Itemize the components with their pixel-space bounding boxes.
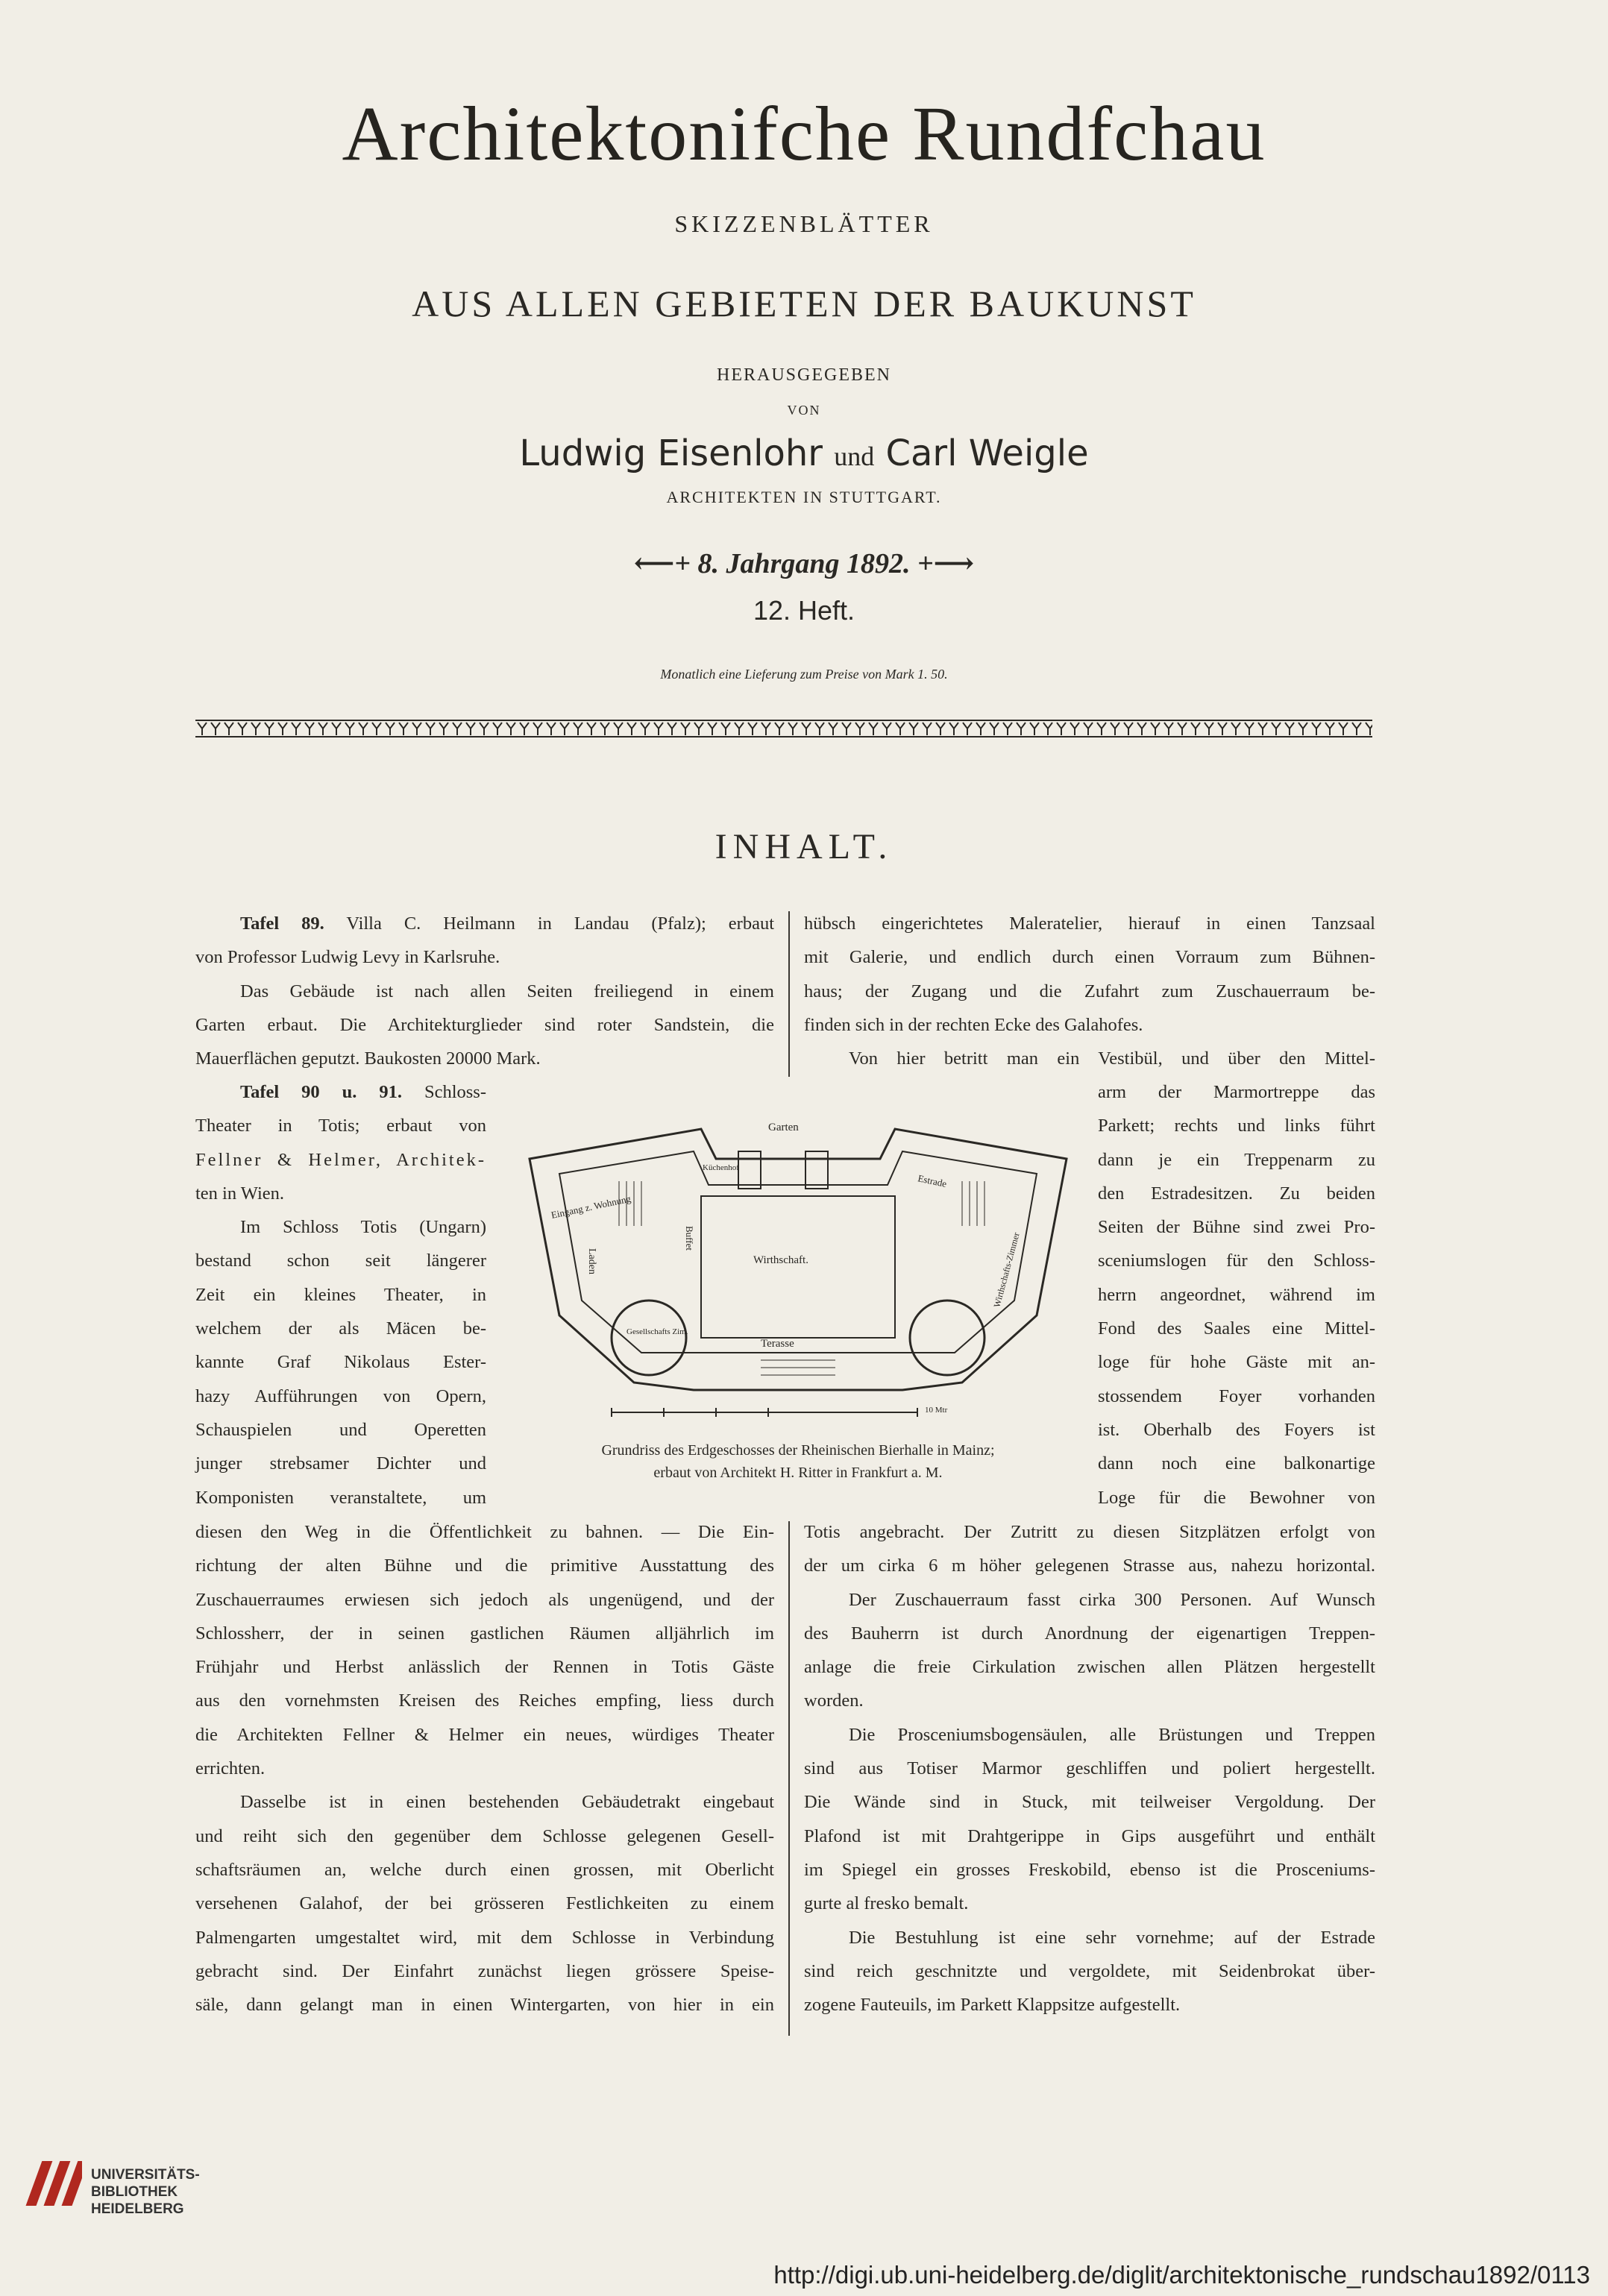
plan-label-terasse: Terasse: [761, 1338, 794, 1350]
text-line: Zeit ein kleines Theater, in: [195, 1284, 486, 1305]
plan-label-buffet: Buffet: [684, 1226, 695, 1251]
text-line: Palmengarten umgestaltet wird, mit dem Schlosse in Verbindung: [195, 1927, 774, 1948]
text-line: errichten.: [195, 1758, 266, 1779]
editors: [0, 433, 1608, 474]
plan-label-wirthschafts-zimmer: Wirthschafts-Zimmer: [991, 1231, 1022, 1309]
plan-label-kuechenhof: Küchenhof: [703, 1163, 739, 1172]
text-line: Schlossherr, der in seinen gastlichen Räumen alljährlich im: [195, 1623, 774, 1644]
text-line: herrn angeordnet, während im: [1098, 1284, 1375, 1305]
text-line: ist. Oberhalb des Foyers ist: [1098, 1419, 1375, 1440]
text-line: zogene Fauteuils, im Parkett Klappsitze aufgestellt.: [804, 1995, 1181, 2016]
text-line: Im Schloss Totis (Ungarn): [240, 1217, 486, 1238]
text-line: sind aus Totiser Marmor geschliffen und poliert hergestellt.: [804, 1758, 1375, 1779]
published-by-label: HERAUSGEGEBEN: [717, 365, 891, 385]
journal-title: Architektonifche Rundfchau: [342, 91, 1266, 177]
text-line: den Estradesitzen. Zu beiden: [1098, 1183, 1375, 1204]
text-line: hazy Aufführungen von Opern,: [195, 1386, 486, 1406]
figure-caption: [515, 1439, 1081, 1484]
text-line: Mauerflächen geputzt. Baukosten 20000 Mark.: [195, 1048, 541, 1069]
text-line: Parkett; rechts und links führt: [1098, 1116, 1375, 1136]
text-line: schaftsräumen an, welche durch einen grossen, mit Oberlicht: [195, 1859, 774, 1880]
text-line: arm der Marmortreppe das: [1098, 1082, 1375, 1102]
text-line: von Professor Ludwig Levy in Karlsruhe.: [195, 947, 500, 968]
text-line: bestand schon seit längerer: [195, 1251, 486, 1271]
library-logo-icon: [15, 2154, 82, 2236]
text-line: Fond des Saales eine Mittel-: [1098, 1318, 1375, 1339]
plan-label-estrade: Estrade: [917, 1172, 948, 1190]
architects-label: ARCHITEKTEN IN STUTTGART.: [666, 488, 942, 506]
plan-label-laden: Laden: [586, 1248, 597, 1274]
text-line: säle, dann gelangt man in einen Wintergarten, von hier in ein: [195, 1995, 774, 2016]
subtitle-baukunst: AUS ALLEN GEBIETEN DER BAUKUNST: [412, 283, 1196, 324]
und-label: und: [834, 441, 875, 471]
left-flourish-icon: ⟵+: [633, 548, 698, 579]
text-line: Von hier betritt man ein Vestibül, und über den Mittel-: [849, 1048, 1375, 1069]
text-line: Theater in Totis; erbaut von: [195, 1116, 486, 1136]
text-line: loge für hohe Gäste mit an-: [1098, 1352, 1375, 1373]
column-right-bottom: [804, 1515, 1375, 2022]
text-line: Frühjahr und Herbst anlässlich der Rennen in Totis Gäste: [195, 1657, 774, 1678]
text-line: haus; der Zugang und die Zufahrt zum Zuschauerraum be-: [804, 981, 1375, 1001]
text-line: anlage die freie Cirkulation zwischen allen Plätzen hergestellt: [804, 1657, 1375, 1678]
library-name: UNIVERSITÄTS- BIBLIOTHEK HEIDELBERG: [91, 2167, 200, 2217]
text-line: Seiten der Bühne sind zwei Pro-: [1098, 1217, 1375, 1238]
text-line: versehenen Galahof, der bei grösseren Festlichkeiten zu einem: [195, 1893, 774, 1914]
text-line: kannte Graf Nikolaus Ester-: [195, 1352, 486, 1373]
column-left-top: [195, 907, 774, 1075]
text-line: stossendem Foyer vorhanden: [1098, 1386, 1375, 1406]
text-line: finden sich in der rechten Ecke des Galahofes.: [804, 1014, 1143, 1035]
volume-year: ⟵+ 8. Jahrgang 1892. +⟶: [633, 548, 975, 579]
column-right-mid: [1098, 1075, 1375, 1515]
text-line: des Bauherrn ist durch Anordnung der eigenartigen Treppen-: [804, 1623, 1375, 1644]
plan-label-scale: 10 Mtr: [925, 1406, 948, 1415]
text-line: worden.: [804, 1690, 864, 1711]
text-line: ten in Wien.: [195, 1183, 284, 1204]
text-line: diesen den Weg in die Öffentlichkeit zu bahnen. — Die Ein-: [195, 1522, 774, 1542]
von-label: VON: [787, 403, 821, 418]
ornamental-divider: [195, 717, 1372, 740]
text-line: gurte al fresko bemalt.: [804, 1893, 969, 1914]
source-url-link[interactable]: http://digi.ub.uni-heidelberg.de/diglit/architektonische_rundschau1892/0113: [773, 2261, 1590, 2289]
text-line: sceniumslogen für den Schloss-: [1098, 1251, 1375, 1271]
editor-2: Carl Weigle: [885, 433, 1089, 474]
column-left-mid: [195, 1075, 486, 1515]
text-line: dann je ein Treppenarm zu: [1098, 1149, 1375, 1170]
text-line: hübsch eingerichtetes Maleratelier, hierauf in einen Tanzsaal: [804, 913, 1375, 934]
text-line: Garten erbaut. Die Architekturglieder sind roter Sandstein, die: [195, 1014, 774, 1035]
column-rule: [788, 1521, 790, 2036]
subtitle-skizzenblaetter: SKIZZENBLÄTTER: [674, 210, 934, 237]
plan-label-wirthschaft: Wirthschaft.: [753, 1254, 808, 1266]
text-line: richtung der alten Bühne und die primitive Ausstattung des: [195, 1556, 774, 1576]
text-line: die Architekten Fellner & Helmer ein neues, würdiges Theater: [195, 1724, 774, 1745]
text-line: Der Zuschauerraum fasst cirka 300 Personen. Auf Wunsch: [849, 1589, 1375, 1610]
text-line: Tafel 90 u. 91. Schloss-: [240, 1082, 487, 1102]
text-line: Tafel 89. Villa C. Heilmann in Landau (Pfalz); erbaut: [240, 913, 775, 934]
text-line: Zuschauerraumes erwiesen sich jedoch als ungenügend, und der: [195, 1589, 774, 1610]
text-line: gebracht sind. Der Einfahrt zunächst liegen grössere Speise-: [195, 1960, 774, 1981]
text-line: mit Galerie, und endlich durch einen Vorraum zum Bühnen-: [804, 947, 1375, 968]
text-line: Plafond ist mit Drahtgerippe in Gips ausgeführt und enthält: [804, 1825, 1375, 1846]
plan-label-gesellschafts-zim: Gesellschafts Zim.: [626, 1327, 688, 1336]
text-line: und reiht sich den gegenüber dem Schlosse gelegenen Gesell-: [195, 1825, 774, 1846]
column-rule: [788, 911, 790, 1077]
text-line: Die Prosceniumsbogensäulen, alle Brüstungen und Treppen: [849, 1724, 1375, 1745]
issue-number: 12. Heft.: [753, 595, 855, 626]
caption-line: Grundriss des Erdgeschosses der Rheinischen Bierhalle in Mainz;: [601, 1442, 995, 1459]
text-line: im Spiegel ein grosses Freskobild, ebenso ist die Prosceniums-: [804, 1859, 1375, 1880]
text-line: Das Gebäude ist nach allen Seiten freiliegend in einem: [240, 981, 774, 1001]
caption-line: erbaut von Architekt H. Ritter in Frankfurt a. M.: [653, 1465, 943, 1481]
text-line: Dasselbe ist in einen bestehenden Gebäudetrakt eingebaut: [240, 1792, 774, 1813]
floor-plan-figure: [515, 1114, 1081, 1427]
text-line: welchem der als Mäcen be-: [195, 1318, 486, 1339]
editor-1: Ludwig Eisenlohr: [519, 433, 823, 474]
right-flourish-icon: +⟶: [910, 548, 975, 579]
column-right-top: [804, 907, 1375, 1075]
plan-label-garten: Garten: [768, 1122, 799, 1133]
text-line: Totis angebracht. Der Zutritt zu diesen Sitzplätzen erfolgt von: [804, 1522, 1375, 1542]
plan-label-eingang: Eingang z. Wohnung: [550, 1192, 632, 1221]
column-left-bottom: [195, 1515, 774, 2022]
price-note: Monatlich eine Lieferung zum Preise von Mark 1. 50.: [660, 667, 948, 682]
text-line: dann noch eine balkonartige: [1098, 1453, 1375, 1474]
text-line: Die Bestuhlung ist eine sehr vornehme; auf der Estrade: [849, 1927, 1375, 1948]
text-line: Loge für die Bewohner von: [1098, 1487, 1375, 1508]
text-line: sind reich geschnitzte und vergoldete, mit Seidenbrokat über-: [804, 1960, 1375, 1981]
text-line: Fellner & Helmer, Architek-: [195, 1149, 486, 1170]
text-line: der um cirka 6 m höher gelegenen Strasse aus, nahezu horizontal.: [804, 1556, 1375, 1576]
text-line: Komponisten veranstaltete, um: [195, 1487, 486, 1508]
contents-heading: INHALT.: [715, 827, 893, 866]
text-line: aus den vornehmsten Kreisen des Reiches empfing, liess durch: [195, 1690, 774, 1711]
text-line: junger strebsamer Dichter und: [195, 1453, 486, 1474]
text-line: Schauspielen und Operetten: [195, 1419, 486, 1440]
text-line: Die Wände sind in Stuck, mit teilweiser Vergoldung. Der: [804, 1792, 1375, 1813]
